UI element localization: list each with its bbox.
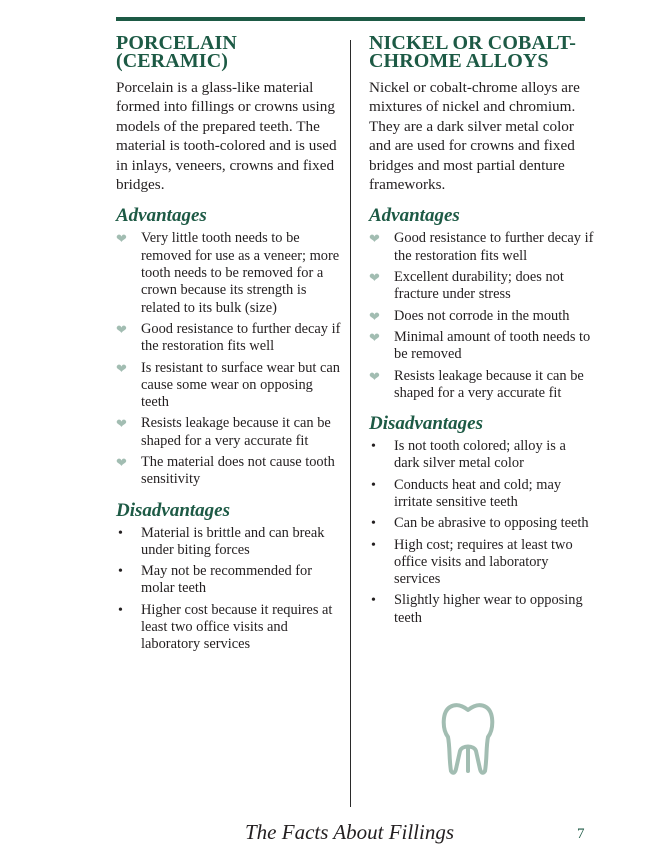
porcelain-column [116, 34, 344, 658]
heart-icon: ❤ [116, 360, 127, 376]
heart-icon: ❤ [116, 455, 127, 470]
alloys-disadvantages-heading: Disadvantages [369, 413, 483, 435]
alloys-column [369, 34, 595, 631]
bullet-dot: • [118, 525, 123, 541]
list-item: • Can be abrasive to opposing teeth [371, 515, 589, 532]
list-item: • May not be recommended for molar teeth [118, 563, 313, 597]
bullet-dot: • [371, 477, 376, 493]
heart-icon: ❤ [116, 321, 127, 337]
bullet-dot: • [371, 439, 376, 455]
list-item: ❤ Good resistance to further decay if the restoration fits well [116, 320, 341, 355]
list-item: ❤ Very little tooth needs to be removed for use as a veneer; more tooth needs to be removed for a crown because its strength is related to its bulk (size) [116, 230, 340, 316]
list-item: ❤ Resists leakage because it can be shaped for a very accurate fit [116, 415, 331, 449]
alloys-advantages-list [369, 230, 595, 402]
heart-icon: ❤ [369, 368, 380, 384]
porcelain-disadvantages-list [116, 525, 344, 654]
alloys-title-line2: CHROME ALLOYS [369, 50, 549, 72]
bullet-dot: • [371, 516, 376, 532]
heart-icon: ❤ [369, 308, 380, 324]
porcelain-title [116, 34, 344, 70]
page-number: 7 [577, 826, 585, 842]
list-item: • High cost; requires at least two office visits and laboratory services [371, 536, 573, 588]
porcelain-advantages-list [116, 230, 344, 488]
list-item: ❤ Does not corrode in the mouth [369, 307, 570, 324]
porcelain-description: Porcelain is a glass-like material formed into fillings or crowns using models of the prepared teeth. The material is tooth-colored and is used in inlays, veneers, crowns and fixed bridges. [116, 79, 337, 194]
heart-icon: ❤ [116, 416, 127, 432]
alloys-title [369, 34, 595, 70]
heart-icon: ❤ [116, 231, 127, 247]
list-item: ❤ Minimal amount of tooth needs to be removed [369, 328, 591, 363]
list-item: ❤ Good resistance to further decay if the restoration fits well [369, 230, 594, 264]
list-item: ❤ The material does not cause tooth sensitivity [116, 454, 335, 488]
list-item: • Conducts heat and cold; may irritate sensitive teeth [371, 476, 562, 510]
bullet-dot: • [118, 602, 123, 618]
alloys-disadvantages-list [369, 438, 595, 627]
bullet-dot: • [371, 537, 376, 553]
list-item: ❤ Resists leakage because it can be shaped for a very accurate fit [369, 367, 584, 401]
footer-title: The Facts About Fillings [245, 820, 455, 844]
heart-icon: ❤ [369, 329, 380, 345]
tooth-icon [440, 703, 496, 775]
alloys-advantages-heading: Advantages [369, 205, 460, 227]
column-divider [350, 40, 351, 807]
heart-icon: ❤ [369, 270, 380, 286]
top-rule [116, 17, 585, 21]
porcelain-disadvantages-heading: Disadvantages [116, 499, 230, 521]
list-item: ❤ Is resistant to surface wear but can cause some wear on opposing teeth [116, 359, 340, 411]
alloys-description: Nickel or cobalt-chrome alloys are mixtures of nickel and chromium. They are a dark silver metal color and are used for crowns and fixed bridges and most partial denture frameworks. [369, 79, 580, 194]
porcelain-title-line1: PORCELAIN [116, 32, 237, 54]
heart-icon: ❤ [369, 231, 380, 247]
bullet-dot: • [371, 593, 376, 609]
porcelain-title-line2: (CERAMIC) [116, 50, 228, 72]
list-item: • Higher cost because it requires at least two office visits and laboratory services [118, 601, 333, 653]
alloys-title-line1: NICKEL OR COBALT- [369, 32, 576, 54]
list-item: • Material is brittle and can break under biting forces [118, 524, 325, 558]
list-item: • Slightly higher wear to opposing teeth [371, 592, 583, 626]
list-item: ❤ Excellent durability; does not fracture under stress [369, 269, 564, 303]
bullet-dot: • [118, 564, 123, 580]
porcelain-advantages-heading: Advantages [116, 205, 207, 227]
list-item: • Is not tooth colored; alloy is a dark silver metal color [371, 438, 566, 472]
